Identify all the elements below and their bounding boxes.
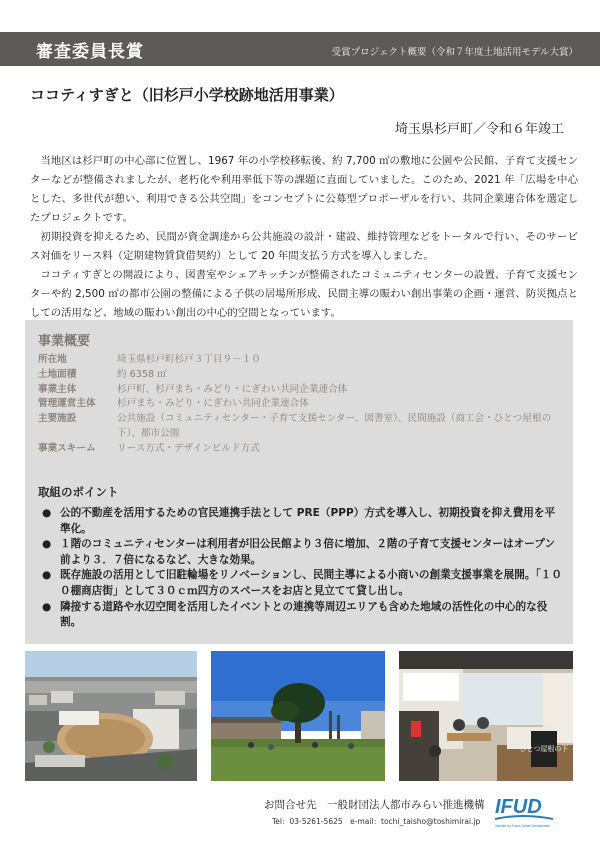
- point-item: [40, 506, 564, 537]
- description-paragraph: 初期投資を抑えるため、民間が資金調達から公共施設の設計・建設、維持管理などをトータルで行い、そのサービス対価をリース料（定期建物賃貸借契約）として 20 年間支払う方式を導入しました。: [30, 231, 578, 262]
- ifud-logo: [493, 789, 555, 831]
- points-heading: 取組のポイント: [38, 485, 119, 499]
- ifud-logo-subtext: Institute for Future Urban Development: [495, 824, 551, 828]
- project-description: [30, 152, 578, 323]
- description-paragraph: 当地区は杉戸町の中心部に位置し、1967 年の小学校移転後、約 7,700 ㎡の敷地に公園や公民館、子育て支援センターなどが整備されましたが、老朽化や利用率低下等の課題に直面していました。このため、2021 年「広場を中心とした、多世代が憩い、利用できる公共空間」をコンセプトに公募型プロポーザルを行い、共同企業連合体を選定したプロジェクトです。: [30, 155, 578, 224]
- interior-market-photo: [399, 651, 573, 781]
- contact-label: お問合せ先 一般財団法人都市みらい推進機構: [264, 799, 485, 811]
- overview-value: 埼玉県杉戸町杉戸３丁目９－１０: [117, 354, 261, 365]
- overview-label: 事業スキーム: [38, 442, 96, 454]
- overview-row-address: [38, 353, 558, 368]
- overview-label: 事業主体: [38, 383, 77, 395]
- overview-row-scheme: [38, 442, 558, 457]
- overview-value: 杉戸まち・みどり・にぎわい共同企業連合体: [117, 398, 309, 410]
- ifud-logo-text: IFUD: [495, 796, 542, 818]
- overview-value: リース方式・デザインビルド方式: [117, 442, 260, 454]
- aerial-site-photo: [25, 651, 197, 781]
- overview-heading: 事業概要: [38, 334, 91, 349]
- point-item: [40, 537, 564, 568]
- point-text: 公的不動産を活用するための官民連携手法として PRE（PPP）方式を導入し、初期投資を抑え費用を平準化。: [60, 507, 556, 535]
- overview-label: 主要施設: [38, 413, 77, 425]
- point-text: １階のコミュニティセンターは利用者が旧公民館より３倍に増加、２階の子育て支援センターはオープン前より３．７倍になるなど、大きな効果。: [60, 538, 556, 566]
- overview-row-manager: [38, 397, 558, 412]
- points-list: [40, 506, 564, 631]
- point-item: [40, 600, 564, 631]
- contact-tel-email: Tel：03-5261-5625 e-mail：tochi_taisho@toshimirai.jp: [272, 817, 481, 826]
- overview-row-land-area: [38, 368, 558, 383]
- overview-label: 所在地: [38, 354, 67, 365]
- overview-row-operator: [38, 383, 558, 398]
- overview-row-facilities: [38, 412, 558, 442]
- overview-value: 杉戸町、杉戸まち・みどり・にぎわい共同企業連合体: [117, 383, 348, 395]
- bullet-icon: ●: [42, 600, 52, 613]
- bullet-icon: ●: [42, 507, 52, 519]
- point-text: 既存施設の活用として旧駐輪場をリノベーションし、民間主導による小商いの創業支援事業を展開。「１００棚商店街」として３０ｃｍ四方のスペースをお店と見立てて貸し出し。: [60, 569, 562, 597]
- award-subtitle: 受賞プロジェクト概要（令和７年度土地活用モデル大賞）: [331, 47, 578, 58]
- bullet-icon: ●: [42, 569, 52, 582]
- overview-value: 公共施設（コミュニティセンター・子育て支援センター、図書室）、民間施設（商工会・ひとつ屋根の下）、都市公園: [117, 413, 552, 439]
- bullet-icon: ●: [42, 538, 52, 551]
- overview-label: 土地面積: [38, 368, 77, 380]
- award-title: 審査委員長賞: [36, 42, 144, 62]
- project-title: ココティすぎと（旧杉戸小学校跡地活用事業）: [30, 86, 344, 104]
- overview-list: [38, 353, 558, 457]
- description-paragraph: ココティすぎとの開設により、図書室やシェアキッチンが整備されたコミュニティセンターの設置、子育て支援センターや約 2,500 ㎡の都市公園の整備による子供の居場所形成、民間主導の賑わい創出事業の企画・運営、防災拠点としての活用など、地域の賑わい創出の中心的空間となっています。: [30, 269, 578, 319]
- point-text: 隣接する道路や水辺空間を活用したイベントとの連携等周辺エリアも含めた地域の活性化の中心的な役割。: [60, 600, 548, 629]
- shop-sign-text: ひとつ屋根の下: [519, 745, 569, 753]
- project-location: 埼玉県杉戸町／令和６年竣工: [394, 122, 564, 137]
- park-lawn-photo: [211, 651, 385, 781]
- point-item: [40, 568, 564, 599]
- overview-value: 約 6358 ㎡: [117, 368, 167, 380]
- overview-label: 管理運営主体: [38, 398, 96, 410]
